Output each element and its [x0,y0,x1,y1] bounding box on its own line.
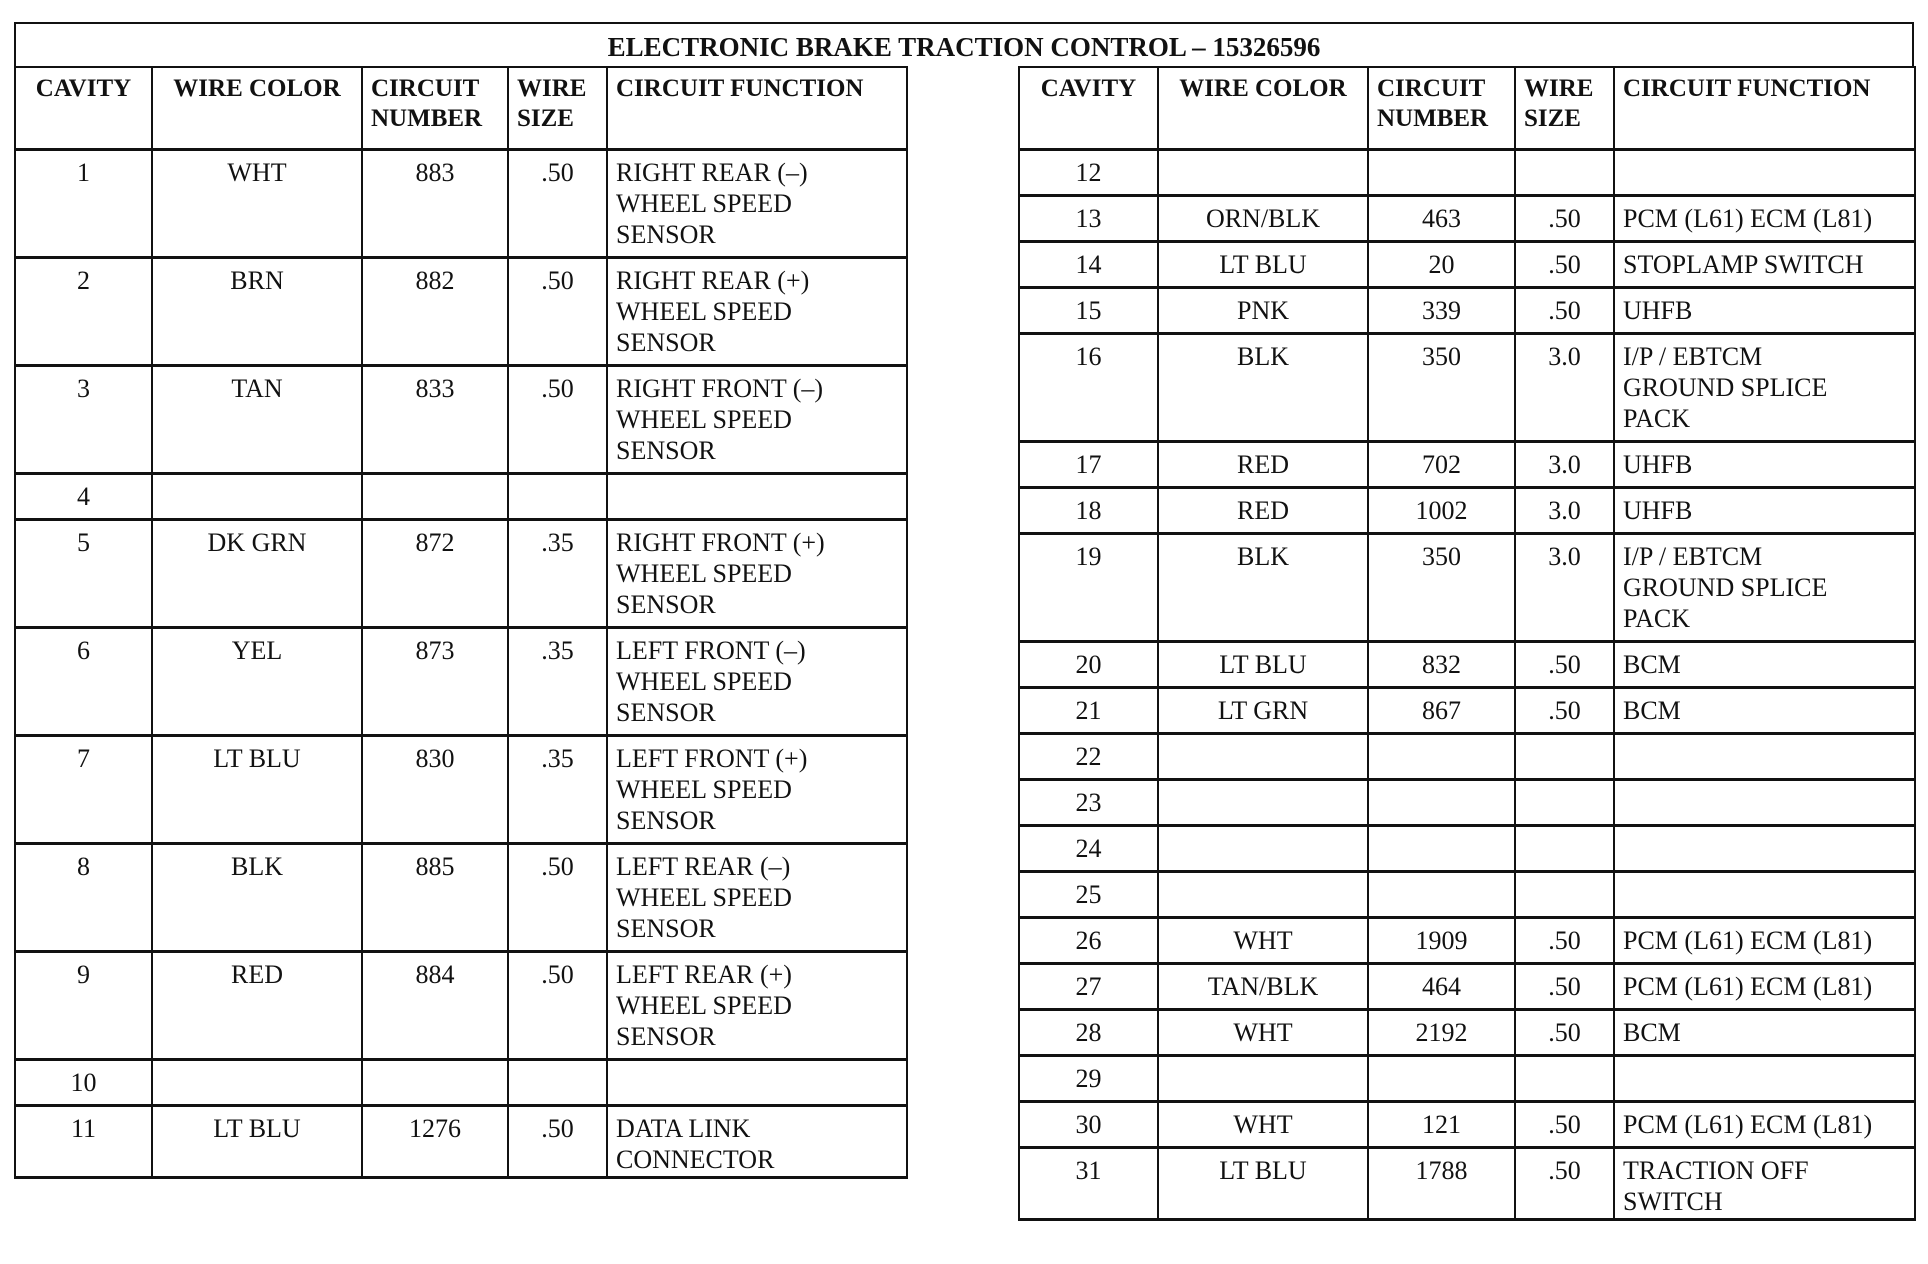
circuit-number-cell: 1909 [1368,917,1515,963]
wire-color-cell: LT BLU [152,1105,362,1177]
circuit-function-line: I/P / EBTCM [1623,541,1763,571]
table-row [1019,1009,1915,1055]
circuit-function-cell [1614,149,1915,195]
circuit-function-cell [1614,1009,1915,1055]
circuit-function-line: RIGHT REAR (+) [616,265,810,295]
table-row [1019,1147,1915,1219]
circuit-number-cell: 830 [362,735,508,843]
circuit-function-line: DATA LINK [616,1113,751,1143]
wire-color-cell: LT GRN [1158,687,1368,733]
wire-size-cell [1515,871,1614,917]
header-circuit-function: CIRCUIT FUNCTION [1614,67,1915,149]
circuit-function-line: TRACTION OFF [1623,1155,1809,1185]
header-wire-size-line1: WIRE [1524,75,1594,102]
cavity-cell: 13 [1019,195,1158,241]
circuit-number-cell: 350 [1368,333,1515,441]
wire-color-cell: BLK [152,843,362,951]
table-row [15,365,907,473]
circuit-number-cell: 883 [362,149,508,257]
wire-color-cell: BRN [152,257,362,365]
cavity-cell: 19 [1019,533,1158,641]
wire-color-cell: DK GRN [152,519,362,627]
wire-size-cell [508,1059,607,1105]
header-wire-size-line2: SIZE [1524,105,1581,132]
circuit-number-cell [1368,733,1515,779]
table-title: ELECTRONIC BRAKE TRACTION CONTROL – 15326596 [14,22,1914,68]
circuit-function-cell [1614,779,1915,825]
circuit-number-cell [362,473,508,519]
wire-color-cell: BLK [1158,333,1368,441]
table-row [15,843,907,951]
header-wire-size-line2: SIZE [517,105,574,132]
cavity-cell: 3 [15,365,152,473]
wire-size-cell [1515,779,1614,825]
cavity-cell: 17 [1019,441,1158,487]
circuit-number-cell: 464 [1368,963,1515,1009]
table-row [15,473,907,519]
table-row [1019,963,1915,1009]
wire-size-cell: .50 [508,1105,607,1177]
circuit-function-line: SENSOR [616,697,716,727]
circuit-number-cell: 872 [362,519,508,627]
table-row [15,627,907,735]
table-row [1019,333,1915,441]
circuit-function-line: WHEEL SPEED [616,188,792,218]
circuit-function-cell [607,1105,907,1177]
circuit-function-cell [607,1059,907,1105]
circuit-number-cell: 867 [1368,687,1515,733]
circuit-number-cell: 20 [1368,241,1515,287]
circuit-number-cell: 121 [1368,1101,1515,1147]
table-row [15,257,907,365]
cavity-cell: 25 [1019,871,1158,917]
cavity-cell: 27 [1019,963,1158,1009]
circuit-function-line: WHEEL SPEED [616,990,792,1020]
table-row [1019,241,1915,287]
wire-color-cell [152,473,362,519]
circuit-number-cell [1368,871,1515,917]
circuit-function-line: GROUND SPLICE [1623,372,1828,402]
circuit-function-line: WHEEL SPEED [616,774,792,804]
table-row [15,1059,907,1105]
circuit-function-line: PCM (L61) ECM (L81) [1623,971,1873,1001]
circuit-number-cell [1368,825,1515,871]
cavity-cell: 8 [15,843,152,951]
circuit-function-cell [607,735,907,843]
circuit-number-cell [362,1059,508,1105]
circuit-function-cell [607,519,907,627]
circuit-function-cell [1614,287,1915,333]
header-wire-size-line1: WIRE [517,75,587,102]
wire-size-cell [1515,825,1614,871]
table-row [1019,1101,1915,1147]
wire-color-cell: WHT [1158,1101,1368,1147]
circuit-number-cell [1368,1055,1515,1101]
wire-color-cell: BLK [1158,533,1368,641]
circuit-function-cell [1614,733,1915,779]
wire-color-cell [1158,1055,1368,1101]
circuit-number-cell: 339 [1368,287,1515,333]
circuit-function-line: WHEEL SPEED [616,666,792,696]
wire-color-cell: PNK [1158,287,1368,333]
cavity-cell: 15 [1019,287,1158,333]
wire-size-cell: .35 [508,735,607,843]
table-row [1019,871,1915,917]
header-cavity: CAVITY [15,67,152,149]
wire-size-cell: .50 [1515,963,1614,1009]
wire-color-cell: ORN/BLK [1158,195,1368,241]
circuit-function-cell [1614,687,1915,733]
header-circuit-number-line2: NUMBER [371,105,483,132]
circuit-number-cell: 350 [1368,533,1515,641]
cavity-cell: 24 [1019,825,1158,871]
circuit-number-cell: 882 [362,257,508,365]
wire-size-cell: .50 [508,149,607,257]
circuit-number-cell: 1002 [1368,487,1515,533]
wire-size-cell: .50 [508,257,607,365]
wire-size-cell [1515,149,1614,195]
table-row [1019,687,1915,733]
table-row [1019,195,1915,241]
circuit-function-line: GROUND SPLICE [1623,572,1828,602]
cavity-cell: 23 [1019,779,1158,825]
wire-size-cell: .50 [1515,195,1614,241]
circuit-function-cell [1614,195,1915,241]
circuit-function-line: PCM (L61) ECM (L81) [1623,1109,1873,1139]
circuit-function-cell [1614,241,1915,287]
circuit-number-cell: 1788 [1368,1147,1515,1219]
table-row [15,1105,907,1177]
circuit-number-cell: 833 [362,365,508,473]
circuit-function-cell [1614,1101,1915,1147]
circuit-function-cell [1614,333,1915,441]
table-row [1019,917,1915,963]
wire-size-cell: .50 [1515,641,1614,687]
wire-size-cell [508,473,607,519]
right-connector-table [1018,66,1916,1221]
header-row [15,67,907,149]
circuit-function-line: SENSOR [616,327,716,357]
circuit-function-line: LEFT REAR (–) [616,851,791,881]
table-row [1019,733,1915,779]
circuit-function-cell [607,365,907,473]
cavity-cell: 1 [15,149,152,257]
circuit-function-line: BCM [1623,1017,1681,1047]
wire-size-cell: 3.0 [1515,533,1614,641]
table-row [15,149,907,257]
wire-size-cell [1515,1055,1614,1101]
header-circuit-number-line1: CIRCUIT [1377,75,1486,102]
table-row [1019,487,1915,533]
wire-size-cell: .50 [1515,287,1614,333]
wire-size-cell: .50 [508,843,607,951]
wire-color-cell [1158,149,1368,195]
table-row [15,519,907,627]
header-wire-color: WIRE COLOR [152,67,362,149]
table-row [15,951,907,1059]
circuit-function-line: SENSOR [616,435,716,465]
circuit-function-line: WHEEL SPEED [616,404,792,434]
cavity-cell: 9 [15,951,152,1059]
cavity-cell: 16 [1019,333,1158,441]
wire-color-cell [1158,779,1368,825]
wire-size-cell: .50 [1515,1147,1614,1219]
wire-size-cell: .35 [508,627,607,735]
circuit-function-line: I/P / EBTCM [1623,341,1763,371]
cavity-cell: 22 [1019,733,1158,779]
header-wire-size [508,67,607,149]
table-row [1019,641,1915,687]
header-circuit-number-line1: CIRCUIT [371,75,480,102]
circuit-function-cell [607,149,907,257]
cavity-cell: 18 [1019,487,1158,533]
circuit-function-line: PACK [1623,603,1690,633]
cavity-cell: 11 [15,1105,152,1177]
wire-color-cell [1158,825,1368,871]
circuit-function-line: RIGHT REAR (–) [616,157,808,187]
wire-size-cell: 3.0 [1515,333,1614,441]
circuit-function-line: UHFB [1623,495,1693,525]
cavity-cell: 7 [15,735,152,843]
circuit-number-cell: 702 [1368,441,1515,487]
cavity-cell: 5 [15,519,152,627]
table-row [15,735,907,843]
table-row [1019,779,1915,825]
wire-color-cell: LT BLU [1158,1147,1368,1219]
circuit-function-line: UHFB [1623,295,1693,325]
circuit-function-line: RIGHT FRONT (+) [616,527,825,557]
header-circuit-number [362,67,508,149]
wire-size-cell: 3.0 [1515,487,1614,533]
circuit-function-line: LEFT REAR (+) [616,959,792,989]
cavity-cell: 6 [15,627,152,735]
circuit-function-cell [607,627,907,735]
wire-size-cell: .50 [508,951,607,1059]
wire-color-cell: LT BLU [1158,241,1368,287]
circuit-function-line: STOPLAMP SWITCH [1623,249,1864,279]
cavity-cell: 4 [15,473,152,519]
circuit-function-line: WHEEL SPEED [616,296,792,326]
circuit-number-cell [1368,779,1515,825]
header-wire-size [1515,67,1614,149]
wire-color-cell: RED [1158,487,1368,533]
header-row [1019,67,1915,149]
circuit-function-cell [1614,641,1915,687]
circuit-function-line: PCM (L61) ECM (L81) [1623,203,1873,233]
wire-color-cell: WHT [1158,917,1368,963]
wire-color-cell [152,1059,362,1105]
circuit-function-line: SENSOR [616,219,716,249]
circuit-function-cell [1614,871,1915,917]
table-row [1019,441,1915,487]
wire-size-cell: .50 [508,365,607,473]
circuit-function-cell [607,843,907,951]
wire-size-cell [1515,733,1614,779]
circuit-function-cell [1614,917,1915,963]
cavity-cell: 21 [1019,687,1158,733]
header-circuit-function: CIRCUIT FUNCTION [607,67,907,149]
circuit-function-cell [1614,1055,1915,1101]
cavity-cell: 2 [15,257,152,365]
circuit-function-line: BCM [1623,695,1681,725]
circuit-number-cell [1368,149,1515,195]
circuit-function-line: SWITCH [1623,1186,1723,1216]
table-row [1019,533,1915,641]
circuit-function-line: LEFT FRONT (–) [616,635,806,665]
wire-size-cell: .35 [508,519,607,627]
header-circuit-number [1368,67,1515,149]
cavity-cell: 28 [1019,1009,1158,1055]
wire-size-cell: 3.0 [1515,441,1614,487]
wire-color-cell: RED [1158,441,1368,487]
circuit-number-cell: 1276 [362,1105,508,1177]
wire-color-cell [1158,733,1368,779]
cavity-cell: 20 [1019,641,1158,687]
circuit-function-cell [607,473,907,519]
circuit-function-line: CONNECTOR [616,1144,775,1174]
circuit-function-cell [1614,963,1915,1009]
table-row [1019,825,1915,871]
circuit-function-line: WHEEL SPEED [616,882,792,912]
wire-color-cell: LT BLU [152,735,362,843]
circuit-function-line: WHEEL SPEED [616,558,792,588]
table-row [1019,1055,1915,1101]
wire-color-cell: TAN/BLK [1158,963,1368,1009]
circuit-function-cell [1614,533,1915,641]
circuit-function-line: SENSOR [616,1021,716,1051]
wire-color-cell: LT BLU [1158,641,1368,687]
wire-size-cell: .50 [1515,1009,1614,1055]
circuit-function-line: PCM (L61) ECM (L81) [1623,925,1873,955]
circuit-number-cell: 873 [362,627,508,735]
circuit-function-line: UHFB [1623,449,1693,479]
circuit-number-cell: 832 [1368,641,1515,687]
circuit-function-line: SENSOR [616,805,716,835]
table-row [1019,287,1915,333]
cavity-cell: 10 [15,1059,152,1105]
cavity-cell: 30 [1019,1101,1158,1147]
circuit-number-cell: 463 [1368,195,1515,241]
circuit-function-cell [607,951,907,1059]
circuit-number-cell: 884 [362,951,508,1059]
circuit-function-line: PACK [1623,403,1690,433]
circuit-function-cell [607,257,907,365]
circuit-function-cell [1614,441,1915,487]
cavity-cell: 14 [1019,241,1158,287]
circuit-number-cell: 885 [362,843,508,951]
left-connector-table [14,66,908,1179]
wire-color-cell: RED [152,951,362,1059]
wire-size-cell: .50 [1515,241,1614,287]
circuit-function-cell [1614,825,1915,871]
circuit-function-line: SENSOR [616,589,716,619]
circuit-function-line: RIGHT FRONT (–) [616,373,824,403]
wire-color-cell: WHT [152,149,362,257]
circuit-function-cell [1614,487,1915,533]
circuit-function-line: BCM [1623,649,1681,679]
wire-size-cell: .50 [1515,687,1614,733]
cavity-cell: 12 [1019,149,1158,195]
wire-color-cell: WHT [1158,1009,1368,1055]
wire-color-cell [1158,871,1368,917]
circuit-function-cell [1614,1147,1915,1219]
circuit-number-cell: 2192 [1368,1009,1515,1055]
header-wire-color: WIRE COLOR [1158,67,1368,149]
wire-size-cell: .50 [1515,1101,1614,1147]
wire-color-cell: TAN [152,365,362,473]
circuit-function-line: SENSOR [616,913,716,943]
cavity-cell: 26 [1019,917,1158,963]
cavity-cell: 31 [1019,1147,1158,1219]
cavity-cell: 29 [1019,1055,1158,1101]
header-circuit-number-line2: NUMBER [1377,105,1489,132]
circuit-function-line: LEFT FRONT (+) [616,743,808,773]
wire-color-cell: YEL [152,627,362,735]
wire-size-cell: .50 [1515,917,1614,963]
table-row [1019,149,1915,195]
header-cavity: CAVITY [1019,67,1158,149]
